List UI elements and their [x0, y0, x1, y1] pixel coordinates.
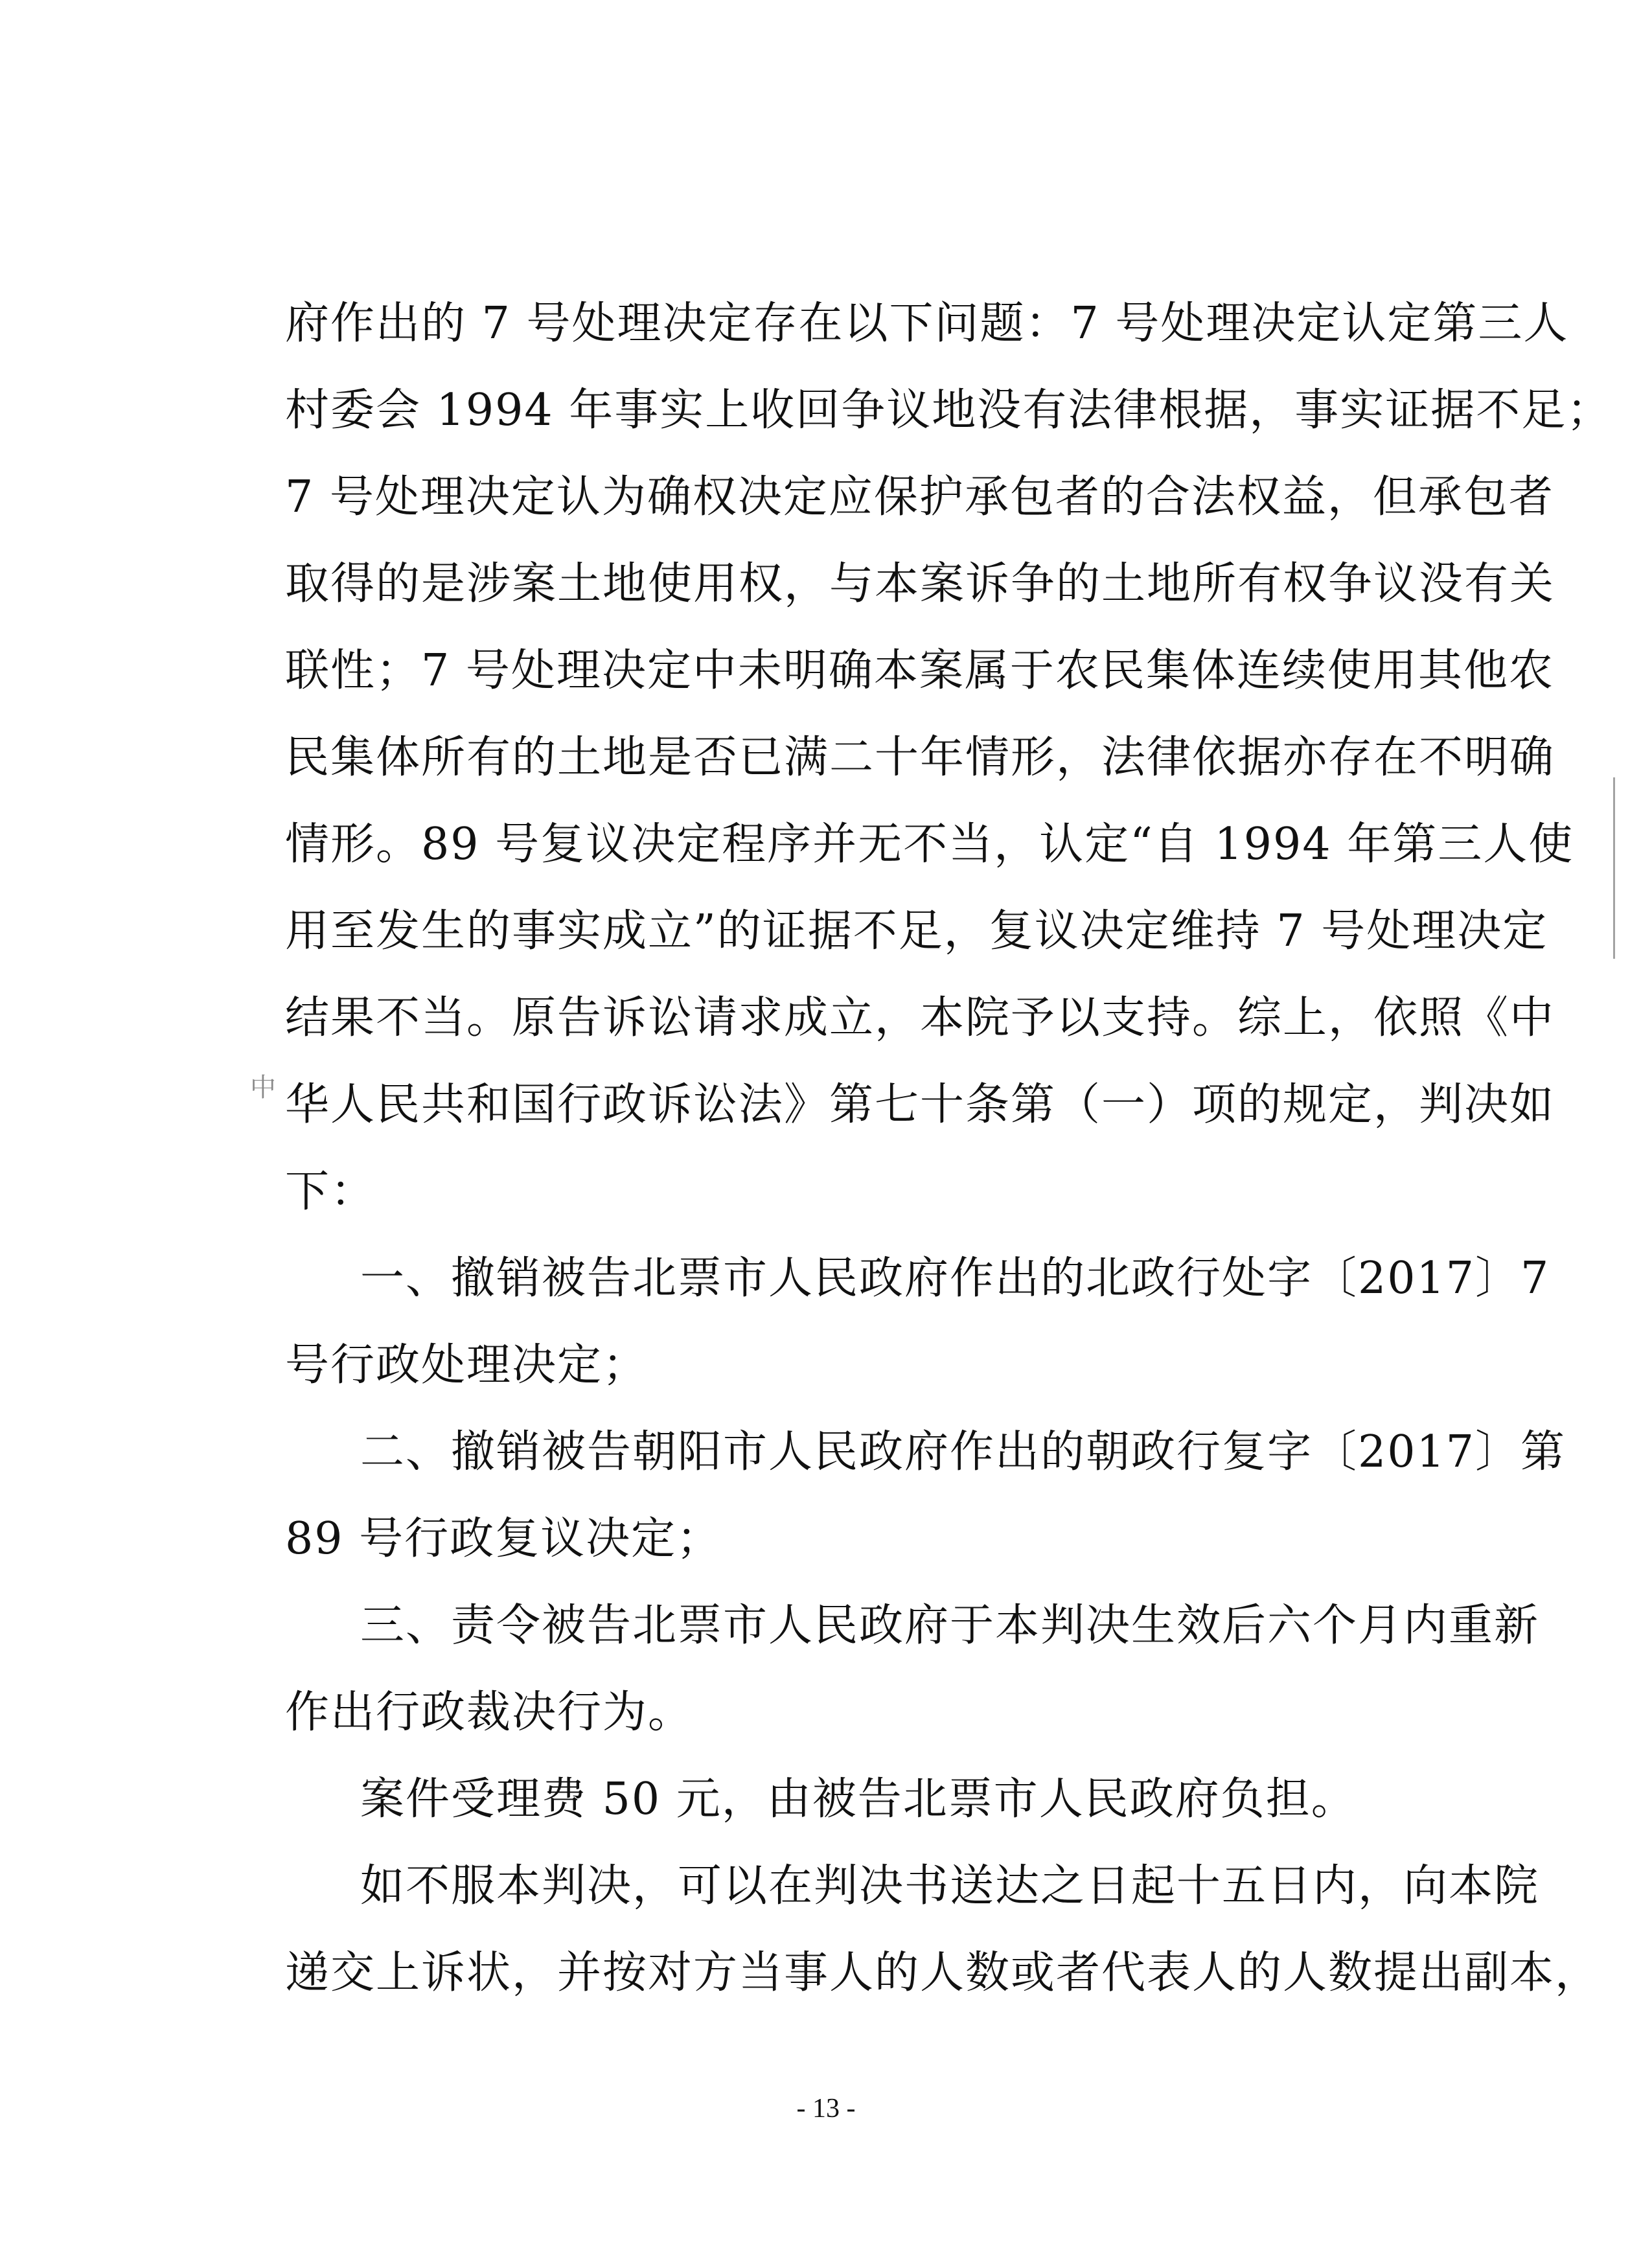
judgment-item-1-line-1: 一、撤销被告北票市人民政府作出的北政行处字〔2017〕7 — [360, 1253, 1550, 1304]
body-text-line-6: 民集体所有的土地是否已满二十年情形，法律依据亦存在不明确 — [285, 732, 1555, 783]
judgment-item-3-line-2: 作出行政裁决行为。 — [285, 1687, 694, 1738]
body-text-line-4: 取得的是涉案土地使用权，与本案诉争的土地所有权争议没有关 — [285, 558, 1555, 610]
judgment-item-1-line-2: 号行政处理决定； — [285, 1340, 648, 1391]
body-text-line-3: 7 号处理决定认为确权决定应保护承包者的合法权益，但承包者 — [285, 472, 1554, 523]
page-number: - 13 - — [796, 2094, 856, 2124]
judgment-item-2-line-2: 89 号行政复议决定； — [285, 1513, 722, 1564]
body-text-line-2: 村委会 1994 年事实上收回争议地没有法律根据，事实证据不足； — [285, 385, 1612, 436]
body-text-line-10: 华人民共和国行政诉讼法》第七十条第（一）项的规定，判决如 — [285, 1079, 1555, 1130]
body-text-line-1: 府作出的 7 号处理决定存在以下问题：7 号处理决定认定第三人 — [285, 298, 1569, 349]
appeal-notice-line-1: 如不服本判决，可以在判决书送达之日起十五日内，向本院 — [360, 1861, 1540, 1912]
fee-statement: 案件受理费 50 元，由被告北票市人民政府负担。 — [360, 1774, 1357, 1825]
margin-seal-fragment: 中 — [250, 1073, 276, 1103]
judgment-item-2-line-1: 二、撤销被告朝阳市人民政府作出的朝政行复字〔2017〕第 — [360, 1426, 1566, 1478]
body-text-line-11: 下： — [285, 1166, 376, 1217]
body-text-line-5: 联性；7 号处理决定中未明确本案属于农民集体连续使用其他农 — [285, 645, 1554, 696]
appeal-notice-line-2: 递交上诉状，并按对方当事人的人数或者代表人的人数提出副本， — [285, 1947, 1601, 1999]
body-text-line-9: 结果不当。原告诉讼请求成立，本院予以支持。综上，依照《中 — [285, 992, 1555, 1044]
judgment-item-3-line-1: 三、责令被告北票市人民政府于本判决生效后六个月内重新 — [360, 1600, 1540, 1651]
body-text-line-8: 用至发生的事实成立”的证据不足，复议决定维持 7 号处理决定 — [285, 906, 1548, 957]
scan-edge-mark — [1613, 777, 1615, 959]
body-text-line-7: 情形。89 号复议决定程序并无不当，认定“自 1994 年第三人使 — [285, 819, 1574, 870]
